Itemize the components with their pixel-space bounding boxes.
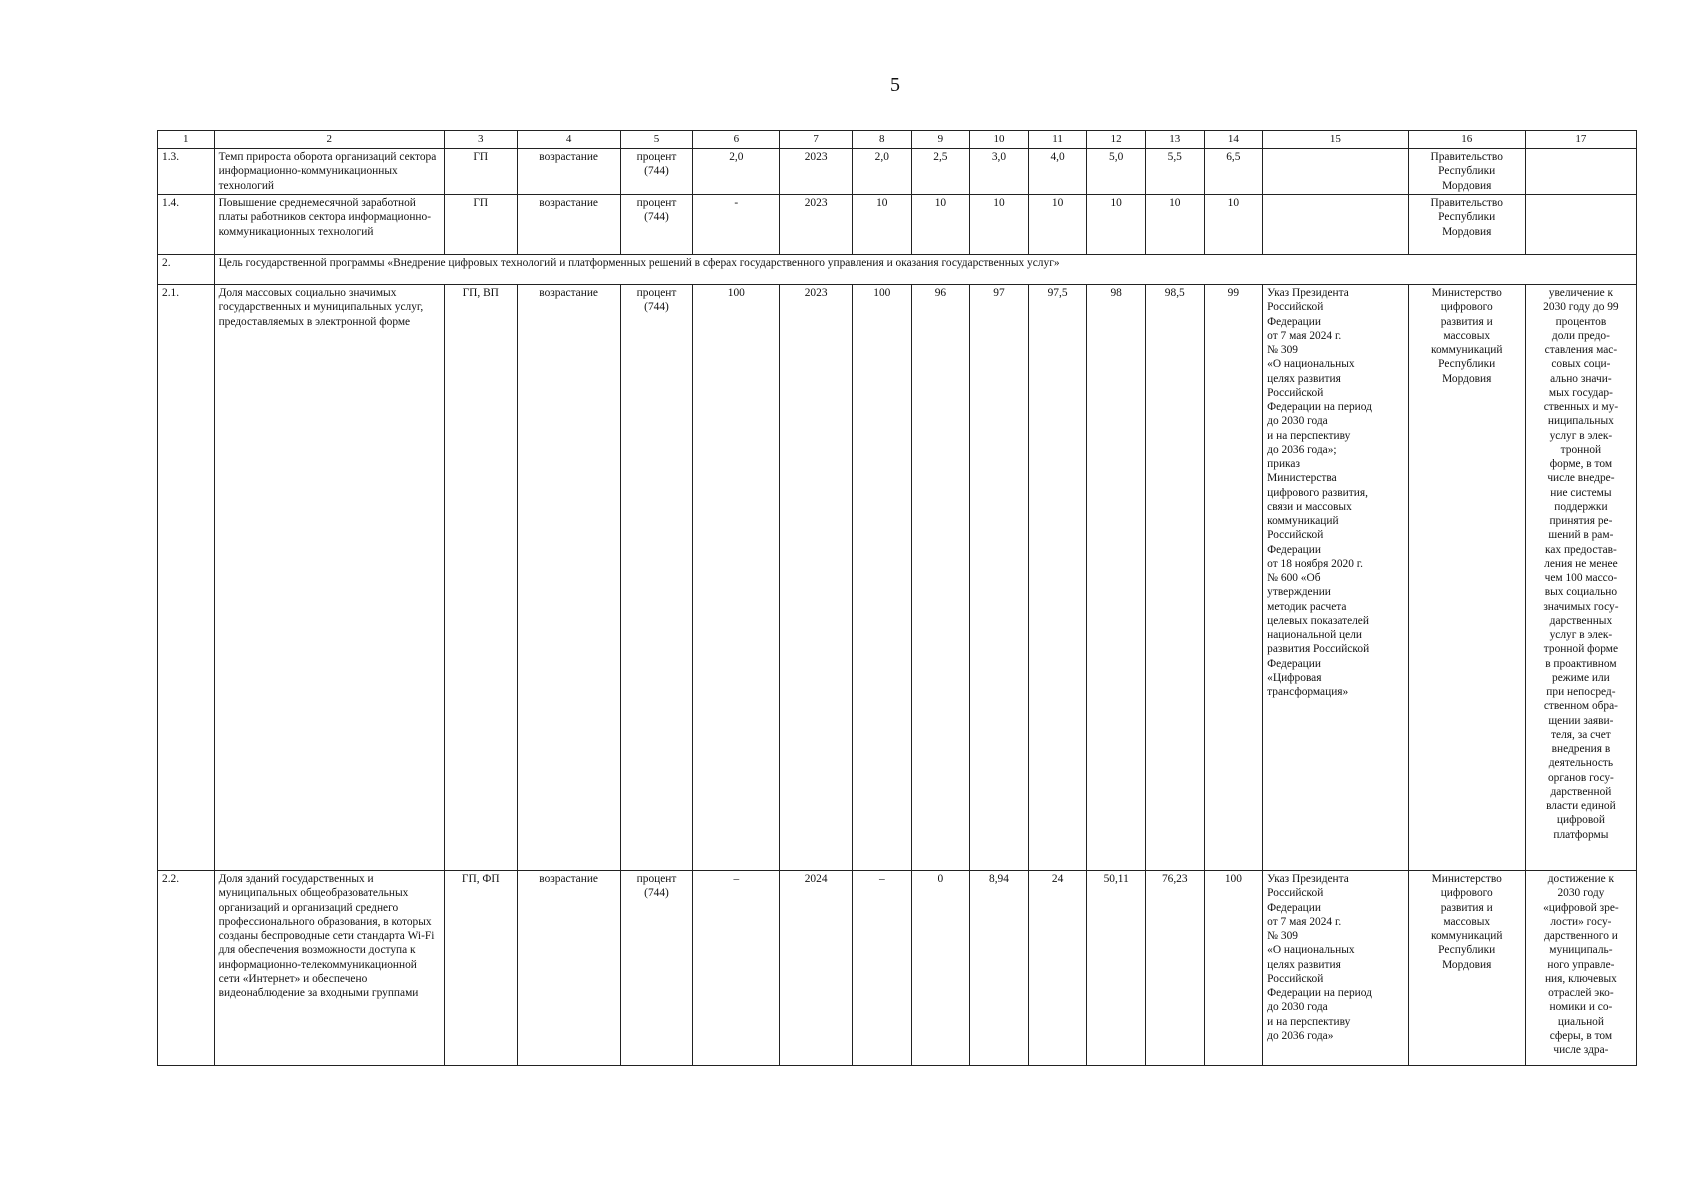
value-cell: 99 — [1204, 285, 1263, 871]
base-value: – — [693, 871, 780, 1066]
header-cell: 1 — [158, 131, 215, 149]
header-cell: 4 — [517, 131, 620, 149]
table-row — [158, 195, 1637, 255]
goal-text: Цель государственной программы «Внедрение цифровых технологий и платформенных решений в сферах государственного управления и оказания государственных услуг» — [214, 255, 1636, 285]
value-cell: 6,5 — [1204, 149, 1263, 195]
value-cell: 10 — [1087, 195, 1146, 255]
link-cell: достижение к 2030 году «цифровой зре- лости» госу- дарственного и муниципаль- ного управле- ния, ключевых отраслей эко- номики и со- циальной сферы, в том числе здра- — [1525, 871, 1636, 1066]
indicator-trend: возрастание — [517, 871, 620, 1066]
header-cell: 6 — [693, 131, 780, 149]
indicator-level: ГП — [444, 149, 517, 195]
document-cell — [1263, 149, 1408, 195]
indicator-name: Повышение среднемесячной заработной платы работников сектора информационно-коммуникационных технологий — [214, 195, 444, 255]
value-cell: 76,23 — [1145, 871, 1204, 1066]
header-cell: 16 — [1408, 131, 1525, 149]
responsible-cell: Правительство Республики Мордовия — [1408, 149, 1525, 195]
goal-row — [158, 255, 1637, 285]
table-row — [158, 149, 1637, 195]
value-cell: 10 — [1028, 195, 1087, 255]
indicator-trend: возрастание — [517, 285, 620, 871]
indicator-level: ГП, ВП — [444, 285, 517, 871]
header-cell: 5 — [620, 131, 693, 149]
value-cell: 24 — [1028, 871, 1087, 1066]
value-cell: 96 — [911, 285, 970, 871]
value-cell: 8,94 — [970, 871, 1029, 1066]
table-row — [158, 285, 1637, 871]
value-cell: 50,11 — [1087, 871, 1146, 1066]
value-cell: 98,5 — [1145, 285, 1204, 871]
value-cell: 100 — [853, 285, 912, 871]
indicator-trend: возрастание — [517, 149, 620, 195]
responsible-cell: Правительство Республики Мордовия — [1408, 195, 1525, 255]
responsible-cell: Министерство цифрового развития и массовых коммуникаций Республики Мордовия — [1408, 285, 1525, 871]
row-number: 1.3. — [158, 149, 215, 195]
indicator-level: ГП, ФП — [444, 871, 517, 1066]
value-cell: 98 — [1087, 285, 1146, 871]
value-cell: 2,0 — [853, 149, 912, 195]
header-row — [158, 131, 1637, 149]
header-cell: 17 — [1525, 131, 1636, 149]
base-year: 2024 — [780, 871, 853, 1066]
indicator-unit: процент (744) — [620, 871, 693, 1066]
page-number: 5 — [890, 74, 900, 96]
base-value: - — [693, 195, 780, 255]
value-cell: 2,5 — [911, 149, 970, 195]
header-cell: 14 — [1204, 131, 1263, 149]
value-cell: 3,0 — [970, 149, 1029, 195]
value-cell: – — [853, 871, 912, 1066]
header-cell: 2 — [214, 131, 444, 149]
indicator-level: ГП — [444, 195, 517, 255]
row-number: 2.2. — [158, 871, 215, 1066]
header-cell: 7 — [780, 131, 853, 149]
base-year: 2023 — [780, 285, 853, 871]
header-cell: 15 — [1263, 131, 1408, 149]
base-value: 2,0 — [693, 149, 780, 195]
header-cell: 12 — [1087, 131, 1146, 149]
value-cell: 0 — [911, 871, 970, 1066]
value-cell: 10 — [1204, 195, 1263, 255]
indicator-name: Темп прироста оборота организаций сектора информационно-коммуникационных технологий — [214, 149, 444, 195]
indicator-trend: возрастание — [517, 195, 620, 255]
value-cell: 10 — [853, 195, 912, 255]
value-cell: 10 — [1145, 195, 1204, 255]
link-cell — [1525, 149, 1636, 195]
header-cell: 10 — [970, 131, 1029, 149]
document-cell: Указ Президента Российской Федерации от 7 мая 2024 г. № 309 «О национальных целях развития Российской Федерации на период до 2030 года и на перспективу до 2036 года» — [1263, 871, 1408, 1066]
header-cell: 3 — [444, 131, 517, 149]
header-cell: 13 — [1145, 131, 1204, 149]
document-cell: Указ Президента Российской Федерации от 7 мая 2024 г. № 309 «О национальных целях развития Российской Федерации на период до 2030 года и на перспективу до 2036 года»; приказ Министерства цифрового развития, связи и массовых коммуникаций Российской Федерации от 18 ноября 2020 г. № 600 «Об утверждении методик расчета целевых показателей национальной цели развития Российской Федерации «Цифровая трансформация» — [1263, 285, 1408, 871]
value-cell: 100 — [1204, 871, 1263, 1066]
value-cell: 4,0 — [1028, 149, 1087, 195]
indicator-unit: процент (744) — [620, 149, 693, 195]
value-cell: 10 — [911, 195, 970, 255]
header-cell: 11 — [1028, 131, 1087, 149]
value-cell: 10 — [970, 195, 1029, 255]
value-cell: 5,5 — [1145, 149, 1204, 195]
value-cell: 97,5 — [1028, 285, 1087, 871]
row-number: 2. — [158, 255, 215, 285]
responsible-cell: Министерство цифрового развития и массовых коммуникаций Республики Мордовия — [1408, 871, 1525, 1066]
link-cell: увеличение к 2030 году до 99 процентов доли предо- ставления мас- совых соци- ально значи- мых государ- ственных и му- ниципальных услуг в элек- тронной форме, в том числе внедре- ние системы поддержки принятия ре- шений в рам- ках предостав- ления не менее чем 100 массо- вых социально значимых госу- дарственных услуг в элек- тронной форме в проактивном режиме или при непосред- ственном обра- щении заяви- теля, за счет внедрения в деятельность органов госу- дарственной власти единой цифровой платформы — [1525, 285, 1636, 871]
base-year: 2023 — [780, 149, 853, 195]
header-cell: 8 — [853, 131, 912, 149]
base-year: 2023 — [780, 195, 853, 255]
row-number: 2.1. — [158, 285, 215, 871]
row-number: 1.4. — [158, 195, 215, 255]
indicators-table — [157, 130, 1637, 1066]
document-cell — [1263, 195, 1408, 255]
value-cell: 97 — [970, 285, 1029, 871]
value-cell: 5,0 — [1087, 149, 1146, 195]
indicator-name: Доля массовых социально значимых государственных и муниципальных услуг, предоставляемых в электронной форме — [214, 285, 444, 871]
indicator-unit: процент (744) — [620, 195, 693, 255]
indicator-unit: процент (744) — [620, 285, 693, 871]
indicator-name: Доля зданий государственных и муниципальных общеобразовательных организаций и организаций среднего профессионального образования, в которых созданы беспроводные сети стандарта Wi-Fi для обеспечения возможности доступа к информационно-телекоммуникационной сети «Интернет» и обеспечено видеонаблюдение за входными группами — [214, 871, 444, 1066]
link-cell — [1525, 195, 1636, 255]
header-cell: 9 — [911, 131, 970, 149]
table-row — [158, 871, 1637, 1066]
base-value: 100 — [693, 285, 780, 871]
